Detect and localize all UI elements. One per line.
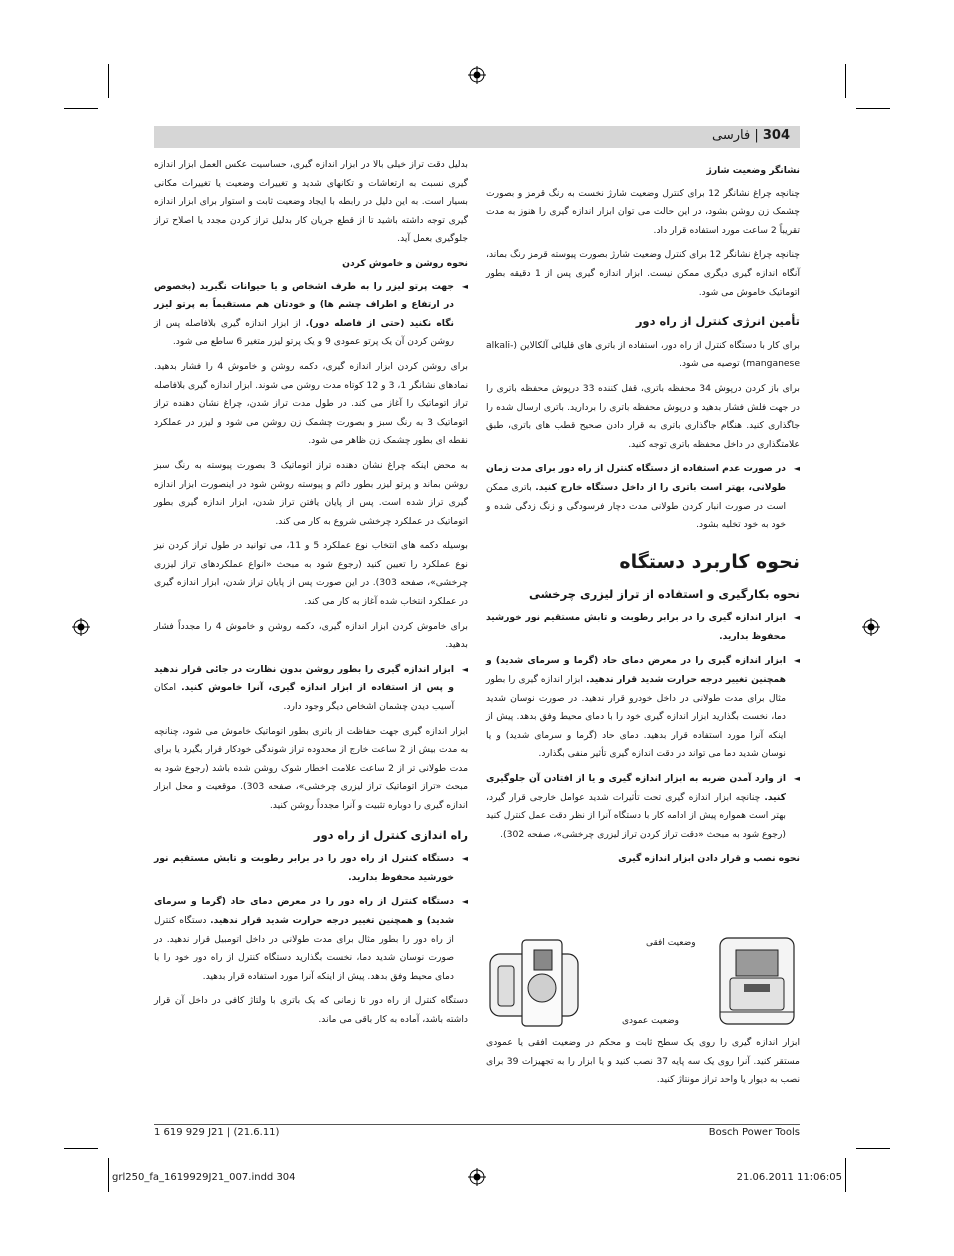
paragraph: چنانچه چراغ نشانگر 12 برای کنترل وضعیت شارژ بصورت پیوسته قرمز رنگ بماند، آنگاه اندازه گیری دیگری ممکن نیست. ابزار اندازه گیری پس از 1 دقیقه بطور اتوماتیک خاموش می شود. [486, 249, 800, 298]
bullet-arrow-icon: ◄ [461, 281, 468, 291]
bullet-arrow-icon: ◄ [461, 854, 468, 864]
footer-brand: Bosch Power Tools [708, 1127, 800, 1138]
bullet-item: ◄ دستگاه کنترل از راه دور را در برابر رطوبت و تابش مستقیم نور خورشید محفوظ بدارید. [154, 850, 468, 887]
language-label: فارسی [712, 128, 751, 143]
heading-charge: نشانگر وضعیت شارژ [706, 165, 800, 176]
section-title: نحوه کاربرد دستگاه [619, 550, 800, 573]
page-number: 304 [762, 128, 790, 143]
registration-mark-icon [862, 618, 880, 636]
crop-mark [64, 108, 98, 109]
paragraph: چنانچه چراغ نشانگر 12 برای کنترل وضعیت شارژ نخست به رنگ قرمز و بصورت چشمک زن روشن بشود، در این حالت می توان ابزار اندازه گیری را هنوز به مدت تقریباً 2 ساعت مورد استفاده قرار داد. [486, 187, 800, 236]
bullet-item: ◄ ابزار اندازه گیری را در معرض دمای حاد (گرما و سرمای شدید) و همچنین تغییر درجه حرارت شدید قرار ندهید. ابزار اندازه گیری را بطور مثال برای مدت طولانی در داخل خودرو قرار ندهید. در صورت نوسان شدید دما، نخست بگذارید ابزار اندازه گیری خود را با دمای محیط وفق بدهد. پیش از اینکه آنرا مورد استفاده قرار بدهید. دمای حاد (گرما و سرمای شدید) و یا نوسان شدید دما می تواند در دقت اندازه گیری تأثیر منفی بگذارد. [486, 652, 800, 764]
paragraph: بوسیله دکمه های انتخاب نوع عملکرد 5 و 11، می توانید در طول تراز کردن نیز نوع عملکرد را تعیین کنید (رجوع شود به مبحث «انواع عملکردهای تراز لیزری چرخشی»، صفحه 303). در این صورت پس از پایان تراز شدن، ابزار اندازه گیری در عملکرد انتخاب شده آغاز به کار می کند. [154, 540, 469, 608]
heading-power: تأمین انرژی کنترل از راه دور [635, 314, 800, 329]
bullet-item: ◄ دستگاه کنترل از راه دور را در معرض دمای حاد (گرما و سرمای شدید) و همچنین تغییر درجه حرارت شدید قرار ندهید. دستگاه کنترل از راه دور را بطور مثال برای مدت طولانی در داخل اتومبیل قرار ندهید. در صورت نوسان شدید دما، نخست بگذارید دستگاه کنترل از راه دور خود را با دمای محیط وفق بدهد. پیش از اینکه آنرا مورد استفاده قرار بدهید. [154, 893, 468, 986]
figure-label-vertical: وضعیت عمودی [622, 1016, 680, 1026]
registration-mark-icon [468, 1168, 486, 1186]
paragraph: برای خاموش کردن ابزار اندازه گیری، دکمه روشن و خاموش 4 را مجدداً فشار بدهید. [154, 620, 468, 651]
paragraph: ابزار اندازه گیری را روی یک سطح ثابت و محکم در وضعیت افقی یا عمودی مستقر کنید. آنرا روی یک سه پایه 37 نصب کنید و یا ابزار را به تجهیزات 39 برای نصب به دیوار یا واحد تراز مونتاژ کنید. [486, 1037, 800, 1086]
paragraph: برای باز کردن درپوش 34 محفظه باتری، قفل کننده 33 درپوش محفظه باتری را در جهت فلش فشار بدهید و درپوش محفظه باتری را بردارید. باتری ارسال شده را جاگذاری کنید. هنگام جاگذاری باتری به قرار دادن صحیح قطب های باتری، طبق علامتگذاری در داخل محفظه باتری توجه کنید. [486, 382, 800, 450]
laser-vertical-illustration [486, 936, 582, 1028]
crop-mark [856, 108, 890, 109]
bullet-arrow-icon: ◄ [793, 774, 800, 784]
crop-mark [108, 1158, 109, 1192]
page-header [154, 126, 800, 148]
footer-code: 1 619 929 J21 | (21.6.11) [154, 1127, 280, 1138]
paragraph: ابزار اندازه گیری جهت حفاظت از باتری بطور اتوماتیک خاموش می شود، چنانچه به مدت بیش از 2 ساعت خارج از محدوده تراز شوندگی خودکار قرار بگیرد یا برای مدت طولانی تر از 2 ساعت علامت اخطار شوک روشن شده باشد (رجوع شود به مبحث «تراز اتوماتیک تراز لیزری چرخشی»، صفحه 303). موقعیت و محل ابزار اندازه گیری را دوباره تثبیت و آنرا مجدداً روشن کنید. [154, 725, 469, 811]
crop-mark [845, 1158, 846, 1192]
crop-mark [64, 1148, 98, 1149]
heading-tips: نحوه بکارگیری و استفاده از تراز لیزری چرخشی [528, 586, 800, 601]
bullet-item: ◄ جهت پرتو لیزر را به طرف اشخاص و یا حیوانات نگیرید (بخصوص در ارتفاع و اطراف چشم ها) و خودتان هم مستقیماً به پرتو لیزر نگاه نکنید (حتی از فاصله دور). از ابزار اندازه گیری بلافاصله پس از روشن کردن آن یک پرتو عمودی 9 و یک پرتو لیزر متغیر 6 ساطع می شود. [154, 278, 468, 352]
heading-remote: راه اندازی کنترل از راه دور [313, 827, 468, 842]
paragraph: دستگاه کنترل از راه دور تا زمانی که یک باتری با ولتاژ کافی در داخل آن قرار داشته باشد، آماده به کار باقی می ماند. [154, 995, 468, 1025]
heading-onoff: نحوه روشن و خاموش کردن [342, 257, 468, 269]
right-column [486, 156, 800, 873]
paragraph: برای کار با دستگاه کنترل از راه دور، استفاده از باتری های قلیائی آلکالاین (alkali-manganese) توصیه می شود. [486, 339, 800, 370]
paragraph: بدلیل دقت تراز خیلی بالا در ابزار اندازه گیری، حساسیت عکس العمل ابزار اندازه گیری نسبت به ارتعاشات و تکانهای شدید و تغییرات وضعیت یا تغییرات مکانی بسیار است. به این دلیل در رابطه با ایجاد وضعیت ثابت و استوار برای ابزار اندازه گیری توجه داشته باشید تا از قطع جریان کار بدلیل تراز کردن مجدد یا اصلاح تراز جلوگیری بعمل آید. [154, 159, 468, 245]
crop-mark [845, 64, 846, 98]
slug-filename: grl250_fa_1619929J21_007.indd 304 [112, 1172, 296, 1183]
left-column [154, 156, 468, 1036]
crop-mark [856, 1148, 890, 1149]
heading-setup: نحوه نصب و قرار دادن ابزار اندازه گیری [618, 853, 800, 865]
bullet-arrow-icon: ◄ [461, 664, 468, 674]
bullet-item: ◄ در صورت عدم استفاده از دستگاه کنترل از راه دور برای مدت زمان طولانی، بهتر است باتری را از داخل دستگاه خارج کنید. باتری ممکن است در صورت انبار کردن طولانی مدت دچار فرسودگی و زنگ زدگی شده و خود به خود تخلیه بشود. [486, 460, 800, 534]
bullet-arrow-icon: ◄ [793, 613, 800, 623]
slug-datetime: 21.06.2011 11:06:05 [736, 1172, 842, 1183]
bullet-item: ◄ ابزار اندازه گیری را بطور روشن بدون نظارت در جائی قرار ندهید و پس از استفاده از ابزار اندازه گیری، آنرا خاموش کنید. امکان آسیب دیدن چشمان اشخاص دیگر وجود دارد. [154, 661, 468, 717]
crop-mark [108, 64, 109, 98]
paragraph: به محض اینکه چراغ نشان دهنده تراز اتوماتیک 3 بصورت پیوسته به رنگ سبز روشن بماند و پرتو لیزر بطور دائم و پیوسته روشن شود در اینصورت ابزار اندازه گیری تراز شده است. پس از پایان یافتن تراز شدن، ابزار اندازه گیری بطور اتوماتیک در عملکرد چرخشی شروع به کار می کند. [154, 459, 468, 527]
bullet-item: ◄ از وارد آمدن ضربه به ابزار اندازه گیری و یا از افتادن آن جلوگیری کنید. چنانچه ابزار اندازه گیری تحت تأثیرات شدید عوامل خارجی قرار گیرد، بهتر است همواره پیش از ادامه کار با دستگاه آنرا از نظر دقت عمل کنترل کنید (رجوع شود به مبحث «دقت تراز کردن تراز لیزری چرخشی»، صفحه 302). [486, 770, 800, 844]
laser-horizontal-illustration [714, 934, 800, 1030]
footer-divider [154, 1124, 800, 1125]
page-number-label: 304 | فارسی [712, 128, 790, 143]
paragraph: برای روشن کردن ابزار اندازه گیری، دکمه روشن و خاموش 4 را فشار بدهید. نمادهای نشانگر 1، 3 و 12 کوتاه مدت روشن می شوند. ابزار اندازه گیری بلافاصله تراز اتوماتیک را آغاز می کند. در طول مدت تراز شدن، چراغ نشان دهنده تراز اتوماتیک 3 به رنگ سبز و بصورت چشمک زن روشن می شود و لیزر در عملکرد نقطه ای بطور چشمک زن ظاهر می شود. [154, 360, 468, 447]
setup-figures [486, 930, 800, 1034]
figure-label-horizontal: وضعیت افقی [646, 938, 696, 948]
setup-text [486, 1034, 800, 1096]
bullet-arrow-icon: ◄ [461, 897, 468, 907]
registration-mark-icon [468, 66, 486, 84]
registration-mark-icon [72, 618, 90, 636]
bullet-item: ◄ ابزار اندازه گیری را در برابر رطوبت و تابش مستقیم نور خورشید محفوظ بدارید. [486, 609, 800, 646]
bullet-arrow-icon: ◄ [793, 656, 800, 666]
bullet-arrow-icon: ◄ [793, 464, 800, 474]
